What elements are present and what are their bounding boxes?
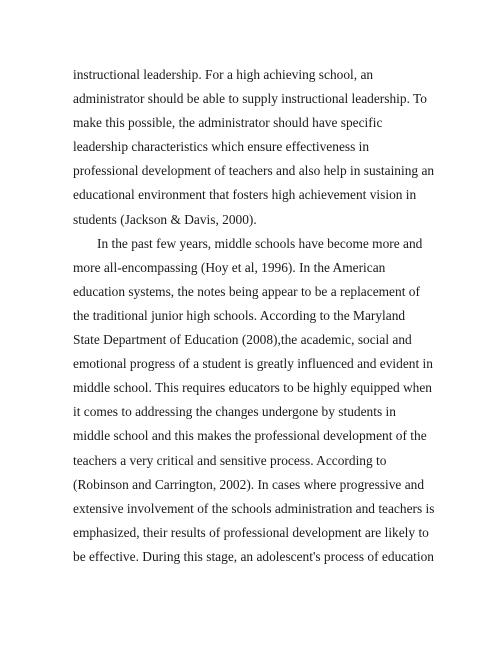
text-line: leadership characteristics which ensure effectiveness in xyxy=(73,139,370,155)
text-line: State Department of Education (2008),the academic, social and xyxy=(73,332,412,348)
document-body xyxy=(73,63,433,569)
text-line: educational environment that fosters high achievement vision in xyxy=(73,187,417,203)
text-line: professional development of teachers and also help in sustaining an xyxy=(73,163,435,179)
text-line: make this possible, the administrator should have specific xyxy=(73,115,383,131)
text-line: students (Jackson & Davis, 2000). xyxy=(73,211,257,227)
paragraph-2 xyxy=(73,232,433,569)
text-line: be effective. During this stage, an adolescent's process of education xyxy=(73,548,434,564)
paragraph-1 xyxy=(73,63,433,232)
text-line: extensive involvement of the schools administration and teachers is xyxy=(73,500,435,516)
text-line: administrator should be able to supply instructional leadership. To xyxy=(73,91,427,107)
text-line: the traditional junior high schools. According to the Maryland xyxy=(73,307,406,323)
text-line: more all-encompassing (Hoy et al, 1996). In the American xyxy=(73,259,386,275)
text-line: emphasized, their results of professional development are likely to xyxy=(73,524,429,540)
text-line: it comes to addressing the changes undergone by students in xyxy=(73,404,396,420)
text-line: emotional progress of a student is greatly influenced and evident in xyxy=(73,356,433,372)
text-line: (Robinson and Carrington, 2002). In cases where progressive and xyxy=(73,476,425,492)
text-line: In the past few years, middle schools have become more and xyxy=(97,235,423,251)
text-line: middle school and this makes the professional development of the xyxy=(73,428,427,444)
text-line: teachers a very critical and sensitive process. According to xyxy=(73,452,387,468)
text-line: instructional leadership. For a high achieving school, an xyxy=(73,67,374,82)
text-line: middle school. This requires educators to be highly equipped when xyxy=(73,380,432,396)
text-line: education systems, the notes being appear to be a replacement of xyxy=(73,283,420,299)
